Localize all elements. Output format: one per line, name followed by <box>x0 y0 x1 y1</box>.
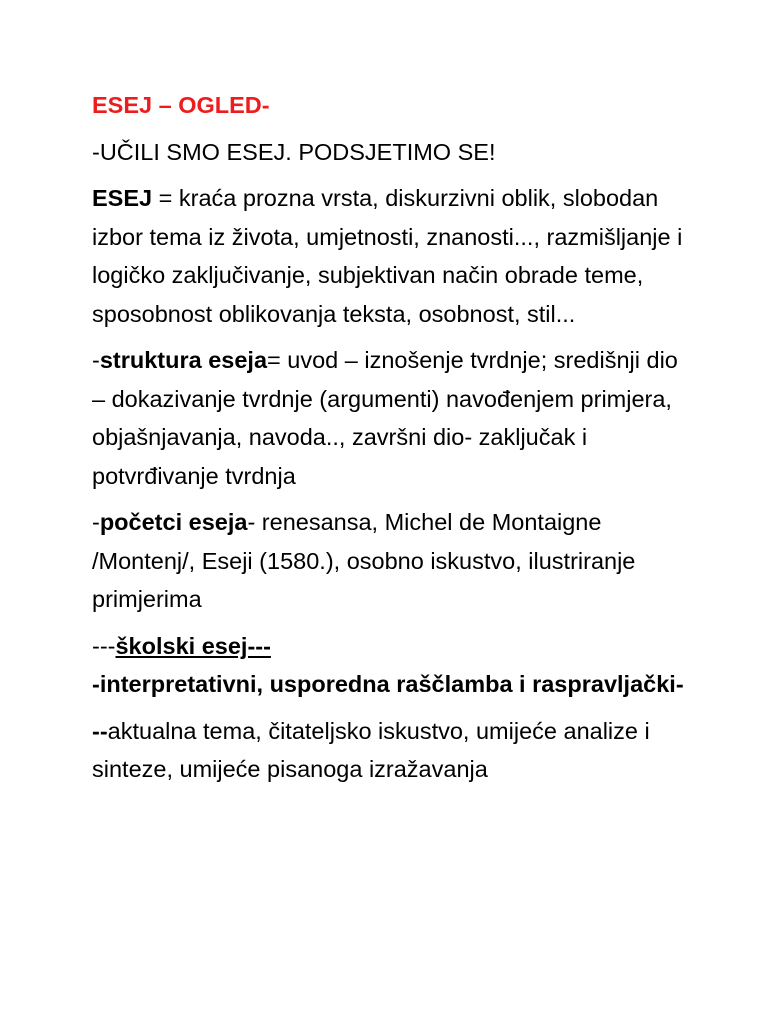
school-essay-types-text: -interpretativni, usporedna raščlamba i raspravljački- <box>92 671 684 697</box>
structure-prefix: - <box>92 347 100 373</box>
definition-paragraph <box>92 179 692 333</box>
document-title: ESEJ – OGLED- <box>92 92 270 118</box>
school-essay-types <box>92 665 692 704</box>
definition-term: ESEJ <box>92 185 153 211</box>
school-essay-heading: školski esej--- <box>115 632 271 659</box>
beginnings-paragraph <box>92 503 692 619</box>
structure-text: = uvod – iznošenje tvrdnje; središnji dio – dokazivanje tvrdnje (argumenti) navođenjem primjera, objašnjavanja, navoda.., završni dio- zaključak i potvrđivanje tvrdnja <box>92 347 678 489</box>
skills-paragraph <box>92 712 692 789</box>
structure-paragraph <box>92 341 692 495</box>
school-essay-prefix: --- <box>92 632 116 659</box>
school-essay-heading-line <box>92 627 692 666</box>
beginnings-term: početci eseja <box>99 509 248 535</box>
skills-text: aktualna tema, čitateljsko iskustvo, umijeće analize i sinteze, umijeće pisanoga izražavanja <box>92 717 650 782</box>
skills-prefix: -- <box>92 717 108 744</box>
intro-line: -UČILI SMO ESEJ. PODSJETIMO SE! <box>92 138 496 165</box>
beginnings-text: - renesansa, Michel de Montaigne /Montenj/, Eseji (1580.), osobno iskustvo, ilustriranje primjerima <box>92 509 636 612</box>
beginnings-prefix: - <box>92 509 100 535</box>
document-page <box>92 86 692 797</box>
structure-term: struktura eseja <box>99 347 268 373</box>
definition-text: = kraća prozna vrsta, diskurzivni oblik, slobodan izbor tema iz života, umjetnosti, znanosti..., razmišljanje i logičko zaključivanje, subjektivan način obrade teme, sposobnost oblikovanja teksta, osobnost, stil... <box>92 185 683 327</box>
